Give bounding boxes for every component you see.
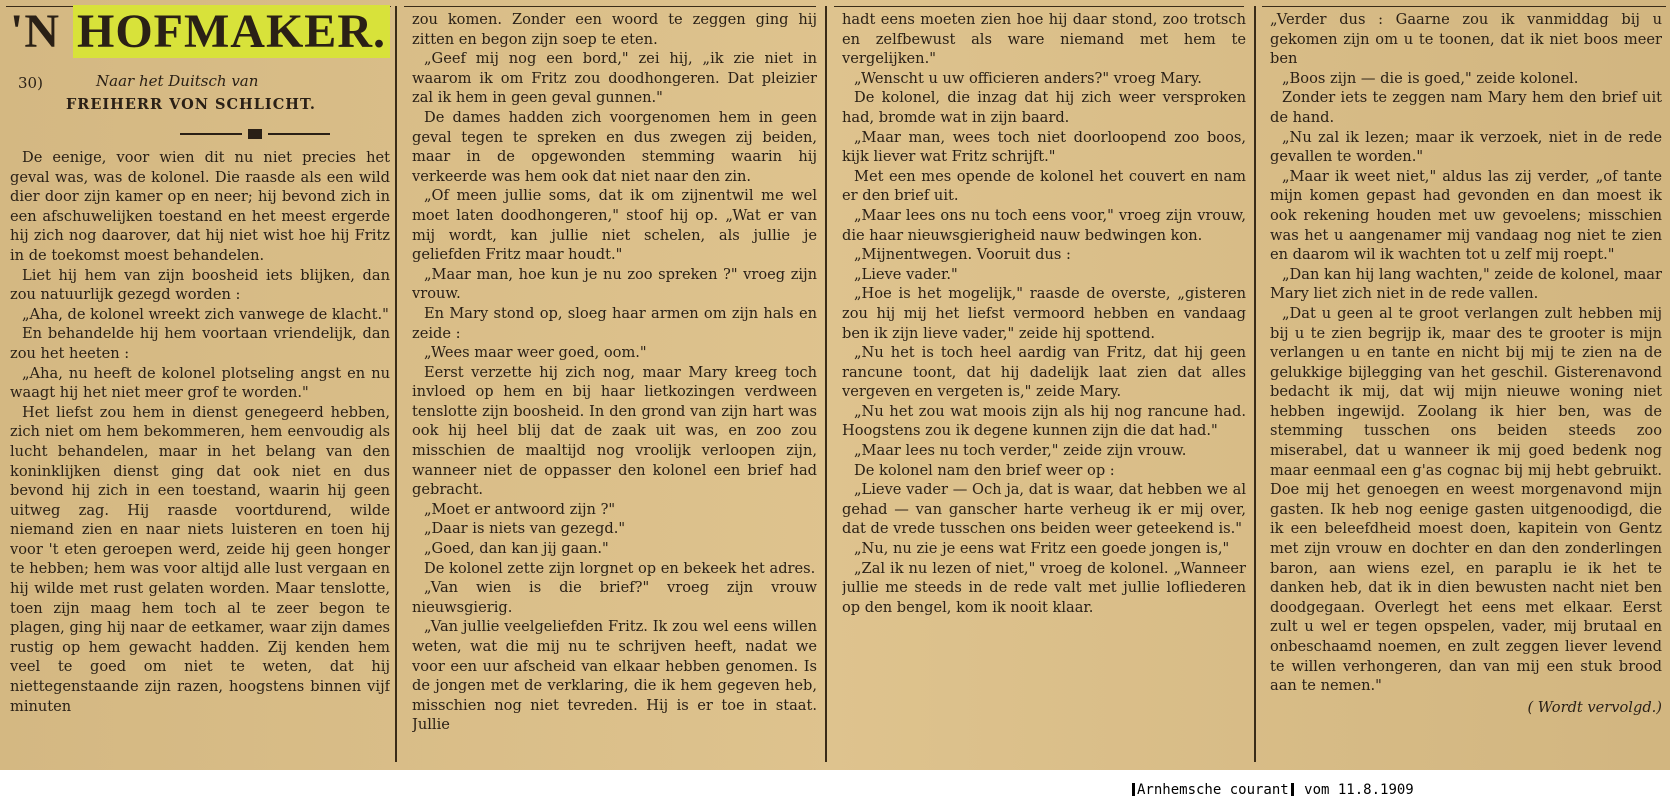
paragraph: „Maar ik weet niet," aldus las zij verder, „of tante mijn komen gepast had gevonden en dan moest ik ook rekening houden met uw gevoelens; misschien was het u aangenamer mij vandaag nog niet te zien en daarom wil ik wachten tot u zelf mij roept." (1270, 167, 1662, 264)
quote-mark (1132, 783, 1135, 796)
paragraph: Liet hij hem van zijn boosheid iets blijken, dan zou natuurlijk gezegd worden : (10, 266, 390, 304)
paragraph: En Mary stond op, sloeg haar armen om zijn hals en zeide : (412, 304, 817, 342)
article-subtitle: Naar het Duitsch van (96, 72, 259, 90)
continued-note: ( Wordt vervolgd.) (1527, 698, 1662, 716)
instalment-number: 30) (18, 74, 43, 92)
text-column-3 (842, 10, 1246, 762)
top-rule (404, 6, 816, 7)
paragraph: Eerst verzette hij zich nog, maar Mary kreeg toch invloed op hem en bij haar lietkozingen verdween tenslotte zijn boosheid. In den grond van zijn hart was ook hij heel blij dat de zaak uit was, en zoo zou misschien de maaltijd nog vroolijk verloopen zijn, wanneer niet de oppasser den kolonel een brief had gebracht. (412, 363, 817, 499)
paragraph: „Maar lees ons nu toch eens voor," vroeg zijn vrouw, die haar nieuwsgierigheid nauw bedwingen kon. (842, 206, 1246, 244)
paragraph: „Van wien is die brief?" vroeg zijn vrouw nieuwsgierig. (412, 579, 817, 616)
top-rule (834, 6, 1244, 7)
paragraph: „Boos zijn — die is goed," zeide kolonel. (1282, 69, 1579, 87)
paragraph: „Wenscht u uw officieren anders?" vroeg Mary. (854, 69, 1202, 87)
paragraph: Zonder iets te zeggen nam Mary hem den brief uit de hand. (1270, 89, 1662, 126)
column-separator (1254, 6, 1256, 762)
paragraph: hadt eens moeten zien hoe hij daar stond, zoo trotsch en zelfbewust als ware niemand met hem te vergelijken." (842, 11, 1246, 68)
article-title (10, 4, 390, 59)
source-name: Arnhemsche courant (1137, 782, 1289, 798)
paragraph: „Moet er antwoord zijn ?" (424, 500, 616, 518)
paragraph: „Nu het zou wat moois zijn als hij nog rancune had. Hoogstens zou ik degene kunnen zijn die dat had." (842, 402, 1246, 440)
paragraph: „Wees maar weer goed, oom." (424, 344, 647, 362)
paragraph: „Lieve vader." (854, 265, 958, 283)
paragraph: „Maar lees nu toch verder," zeide zijn vrouw. (854, 442, 1187, 460)
title-prefix: 'N (10, 5, 60, 58)
paragraph: „Goed, dan kan jij gaan." (424, 540, 609, 558)
paragraph: „Zal ik nu lezen of niet," vroeg de kolonel. „Wanneer jullie me steeds in de rede valt met jullie lofliederen op den bengel, kom ik nooit klaar. (842, 559, 1246, 616)
paragraph: zou komen. Zonder een woord te zeggen ging hij zitten en begon zijn soep te eten. (412, 11, 817, 48)
paragraph: „Maar man, hoe kun je nu zoo spreken ?" vroeg zijn vrouw. (412, 265, 817, 303)
quote-mark (1291, 783, 1294, 796)
paragraph: De eenige, voor wien dit nu niet precies het geval was, was de kolonel. Die raasde als een wild dier door zijn kamer op en neer; hij bevond zich in een afschuwelijken toestand en het meest ergerde hij zich nog daarover, dat hij niet wist hoe hij Fritz in de toekomst moest behandelen. (10, 149, 390, 264)
divider-ornament (180, 128, 330, 140)
title-highlighted: HOFMAKER. (73, 5, 390, 58)
text-column-4 (1270, 10, 1662, 762)
paragraph: „Aha, nu heeft de kolonel plotseling angst en nu waagt hij het niet meer grof te worden." (10, 364, 390, 402)
paragraph: „Nu het is toch heel aardig van Fritz, dat hij geen rancune toont, dat hij dadelijk laat zien dat alles vergeven en vergeten is," zeide Mary. (842, 344, 1246, 401)
paragraph: De kolonel, die inzag dat hij zich weer versproken had, bromde wat in zijn baard. (842, 89, 1246, 126)
column-separator (825, 6, 827, 762)
paragraph: „Nu, nu zie je eens wat Fritz een goede jongen is," (854, 540, 1230, 558)
article-author: FREIHERR VON SCHLICHT. (66, 96, 316, 113)
paragraph: De kolonel zette zijn lorgnet op en bekeek het adres. (424, 559, 816, 577)
paragraph: „Verder dus : Gaarne zou ik vanmiddag bij u gekomen zijn om u te toonen, dat ik niet boos meer ben (1270, 11, 1662, 68)
paragraph: „Daar is niets van gezegd." (424, 520, 626, 538)
paragraph: Het liefst zou hem in dienst genegeerd hebben, zich niet om hem bekommeren, hem eenvoudig als lucht behandelen, maar in het belang van den koninklijken dienst ging dat ook niet en dus bevond hij zich in een toestand, waarin hij geen uitweg zag. Hij raasde voortdurend, wilde niemand zien en naar niets luisteren en toen hij voor 't eten geroepen werd, zeide hij geen honger te hebben; hem was voor altijd alle lust vergaan en hij wilde met rust gelaten worden. Maar tenslotte, toen zijn maag hem toch al te zeer begon te plagen, ging hij naar de eetkamer, waar zijn dames rustig op hem gewacht hadden. Zij kenden hem veel te goed om niet te weten, dat hij niettegenstaande zijn razen, hoogstens binnen vijf minuten (10, 403, 390, 715)
paragraph: „Of meen jullie soms, dat ik om zijnentwil me wel moet laten doodhongeren," stoof hij op. „Wat er van mij wordt, kan jullie niet schelen, als jullie je geliefden Fritz maar houdt." (412, 187, 817, 264)
column-4-paragraphs (1270, 10, 1662, 696)
paragraph: „Aha, de kolonel wreekt zich vanwege de klacht." (22, 305, 389, 323)
paragraph: En behandelde hij hem voortaan vriendelijk, dan zou het heeten : (10, 325, 390, 362)
paragraph: Met een mes opende de kolonel het couvert en nam er den brief uit. (842, 167, 1246, 205)
paragraph: „Mijnentwegen. Vooruit dus : (854, 246, 1071, 264)
column-separator (395, 6, 397, 762)
text-column-1 (10, 148, 390, 760)
paragraph: „Van jullie veelgeliefden Fritz. Ik zou wel eens willen weten, wat die mij nu te schrijven heeft, nadat we voor een uur afscheid van elkaar hebben genomen. Is de jongen met de verklaring, die ik hem gegeven heb, misschien nog niet tevreden. Hij is er toe in staat. Jullie (412, 618, 817, 734)
source-date: vom 11.8.1909 (1304, 782, 1414, 798)
top-rule (1262, 6, 1666, 7)
paragraph: De dames hadden zich voorgenomen hem in geen geval tegen te spreken en dus zwegen zij beiden, maar in de opgewonden stemming waarin hij verkeerde was hem ook dat niet naar den zin. (412, 108, 817, 185)
paragraph: „Lieve vader — Och ja, dat is waar, dat hebben we al gehad — van ganscher harte verheug ik er mij over, dat de vrede tusschen ons beiden weer geteekend is." (842, 481, 1246, 538)
paragraph: „Dat u geen al te groot verlangen zult hebben mij bij u te zien begrijp ik, maar des te grooter is mijn verlangen u en tante en nicht bij mij te zien na de gelukkige bijlegging van het geschil. Gisterenavond bedacht ik mij, dat wij mijn nieuwe woning niet hebben ingewijd. Zoolang ik hier ben, was de stemming tusschen ons beiden steeds zoo miserabel, dat u wanneer ik mij goed bedenk nog maar eenmaal een g'as cognac bij mij hebt gebruikt. Doe mij het genoegen en weest morgenavond mijn gasten. Ik heb nog eenige gasten uitgenoodigd, die ik een beleefdheid moest doen, kapitein von Gentz met zijn vrouw en dochter en dan den zonderlingen baron, aan wiens ezel, en paraplu ie ik het te danken heb, dat ik in dien bewusten nacht niet ben doodgegaan. Overlegt het eens met elkaar. Eerst zult u wel er tegen opspelen, vader, mij brutaal en onbeschaamd noemen, en zult zeggen liever levend te willen verhongeren, dan van mij een stuk brood aan te nemen." (1270, 304, 1662, 695)
paragraph: „Hoe is het mogelijk," raasde de overste, „gisteren zou hij mij het liefst vermoord hebben en vandaag ben ik zijn lieve vader," zeide hij spottend. (842, 285, 1246, 342)
paragraph: „Maar man, wees toch niet doorloopend zoo boos, kijk liever wat Fritz schrijft." (842, 128, 1246, 166)
paragraph: „Nu zal ik lezen; maar ik verzoek, niet in de rede gevallen te worden." (1270, 128, 1662, 166)
paragraph: „Geef mij nog een bord," zei hij, „ik zie niet in waarom ik om Fritz zou doodhongeren. Dat pleizier zal ik hem in geen geval gunnen." (412, 50, 817, 107)
paragraph: De kolonel nam den brief weer op : (854, 461, 1115, 479)
paragraph: „Dan kan hij lang wachten," zeide de kolonel, maar Mary liet zich niet in de rede vallen. (1270, 265, 1662, 303)
source-caption (1130, 782, 1414, 798)
text-column-2 (412, 10, 817, 762)
